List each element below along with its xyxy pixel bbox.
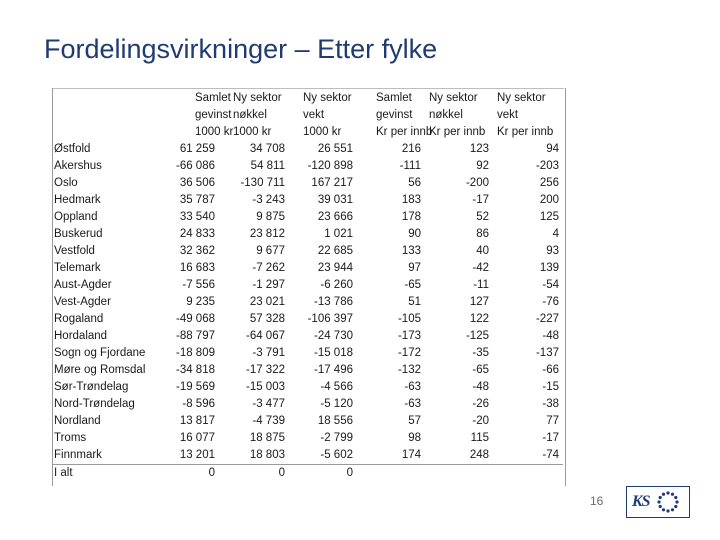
value-cell: -20: [472, 415, 489, 427]
value-cell: -172: [397, 347, 421, 359]
value-cell: 13 201: [179, 449, 215, 461]
table-row: [53, 243, 563, 260]
value-cell: -49 068: [175, 313, 215, 325]
slide-title: Fordelingsvirkninger – Etter fylke: [44, 34, 438, 64]
value-cell: 26 551: [317, 143, 353, 155]
value-cell: -48: [542, 330, 559, 342]
value-cell: 90: [408, 228, 421, 240]
value-cell: -132: [397, 364, 421, 376]
value-cell: -35: [472, 347, 489, 359]
value-cell: 94: [546, 143, 559, 155]
value-cell: -6 260: [320, 279, 353, 291]
value-cell: -130 711: [240, 177, 285, 189]
value-cell: -7 556: [182, 279, 215, 291]
value-cell: 52: [476, 211, 489, 223]
header-cell: Samlet gevinst 1000 kr: [195, 92, 234, 138]
table-row: [53, 175, 563, 192]
value-cell: 40: [476, 245, 489, 257]
logo-text: KS: [632, 493, 650, 510]
value-cell: -5 602: [320, 449, 353, 461]
value-cell: -2 799: [320, 432, 353, 444]
value-cell: 139: [539, 262, 559, 274]
value-cell: -15 018: [313, 347, 353, 359]
value-cell: -65: [472, 364, 489, 376]
value-cell: 24 833: [179, 228, 215, 240]
value-cell: -173: [397, 330, 421, 342]
value-cell: -34 818: [175, 364, 215, 376]
county-name-cell: Nordland: [54, 415, 101, 427]
table-row: [53, 362, 563, 379]
value-cell: 174: [401, 449, 421, 461]
value-cell: 34 708: [249, 143, 285, 155]
county-name-cell: Aust-Agder: [54, 279, 112, 291]
value-cell: 9 235: [186, 296, 215, 308]
value-cell: -3 243: [252, 194, 285, 206]
table-row: [53, 226, 563, 243]
value-cell: 0: [219, 465, 289, 483]
county-table: [53, 90, 563, 482]
value-cell: 178: [401, 211, 421, 223]
value-cell: 23 812: [249, 228, 285, 240]
value-cell: 98: [408, 432, 421, 444]
value-cell: 18 875: [249, 432, 285, 444]
county-name-cell: Troms: [54, 432, 87, 444]
value-cell: 23 021: [249, 296, 285, 308]
county-name-cell: Hedmark: [54, 194, 101, 206]
value-cell: 61 259: [179, 143, 215, 155]
value-cell: -26: [472, 398, 489, 410]
value-cell: -54: [542, 279, 559, 291]
value-cell: -203: [535, 160, 559, 172]
value-cell: 16 077: [179, 432, 215, 444]
value-cell: -88 797: [175, 330, 215, 342]
value-cell: -65: [404, 279, 421, 291]
table-row: [53, 294, 563, 311]
value-cell: -64 067: [245, 330, 285, 342]
value-cell: 23 944: [317, 262, 353, 274]
value-cell: -63: [404, 381, 421, 393]
table-row: [53, 192, 563, 209]
value-cell: -7 262: [252, 262, 285, 274]
value-cell: 18 803: [249, 449, 285, 461]
county-name-cell: Sogn og Fjordane: [54, 347, 146, 359]
value-cell: -200: [465, 177, 489, 189]
value-cell: 54 811: [250, 160, 285, 172]
value-cell: -111: [399, 160, 421, 172]
value-cell: 57 328: [249, 313, 285, 325]
value-cell: -227: [535, 313, 559, 325]
value-cell: -4 739: [252, 415, 285, 427]
value-cell: 256: [539, 177, 559, 189]
value-cell: 39 031: [317, 194, 353, 206]
value-cell: -3 477: [252, 398, 285, 410]
value-cell: -137: [535, 347, 559, 359]
table-row: [53, 379, 563, 396]
value-cell: 32 362: [179, 245, 215, 257]
county-name-cell: Nord-Trøndelag: [54, 398, 135, 410]
county-name-cell: Vest-Agder: [54, 296, 111, 308]
value-cell: 0: [149, 465, 219, 483]
county-name-cell: Rogaland: [54, 313, 104, 325]
county-name-cell: Sør-Trøndelag: [54, 381, 129, 393]
value-cell: 51: [408, 296, 421, 308]
table-row: [53, 141, 563, 158]
value-cell: 36 506: [179, 177, 215, 189]
county-name-cell: Oppland: [54, 211, 98, 223]
table-row: [53, 209, 563, 226]
value-cell: -17 496: [313, 364, 353, 376]
value-cell: [493, 465, 563, 483]
county-name-cell: Vestfold: [54, 245, 95, 257]
value-cell: 133: [401, 245, 421, 257]
header-cell: Ny sektor nøkkel 1000 kr: [233, 92, 282, 138]
value-cell: -8 596: [182, 398, 215, 410]
header-cell: Ny sektor vekt Kr per innb: [497, 92, 554, 138]
value-cell: -120 898: [307, 160, 353, 172]
value-cell: 92: [476, 160, 489, 172]
header-county: [53, 90, 149, 141]
value-cell: -4 566: [320, 381, 353, 393]
value-cell: 18 556: [317, 415, 353, 427]
value-cell: -15: [542, 381, 559, 393]
value-cell: 97: [408, 262, 421, 274]
ks-logo: [626, 486, 690, 518]
table-row: [53, 430, 563, 447]
table-row: [53, 328, 563, 345]
county-name-cell: Østfold: [54, 143, 91, 155]
value-cell: -24 730: [313, 330, 353, 342]
value-cell: 0: [289, 465, 357, 483]
county-name-cell: I alt: [53, 465, 149, 483]
value-cell: 86: [476, 228, 489, 240]
value-cell: 23 666: [317, 211, 353, 223]
county-name-cell: Akershus: [54, 160, 102, 172]
value-cell: -17: [472, 194, 489, 206]
header-cell: Ny sektor vekt 1000 kr: [303, 92, 352, 138]
value-cell: -5 120: [320, 398, 353, 410]
value-cell: -15 003: [245, 381, 285, 393]
value-cell: -125: [465, 330, 489, 342]
value-cell: -1 297: [252, 279, 285, 291]
value-cell: 13 817: [179, 415, 215, 427]
value-cell: 16 683: [179, 262, 215, 274]
county-name-cell: Møre og Romsdal: [54, 364, 146, 376]
county-name-cell: Hordaland: [54, 330, 108, 342]
value-cell: -76: [542, 296, 559, 308]
value-cell: -18 809: [175, 347, 215, 359]
value-cell: 115: [470, 432, 489, 444]
value-cell: 33 540: [179, 211, 215, 223]
value-cell: 125: [539, 211, 559, 223]
value-cell: 1 021: [324, 228, 353, 240]
value-cell: 56: [408, 177, 421, 189]
value-cell: 9 875: [256, 211, 285, 223]
value-cell: 57: [408, 415, 421, 427]
value-cell: -42: [472, 262, 489, 274]
table-row: [53, 345, 563, 362]
value-cell: 183: [401, 194, 421, 206]
header-cell: Ny sektor nøkkel Kr per innb: [429, 92, 486, 138]
value-cell: -13 786: [313, 296, 353, 308]
value-cell: 248: [469, 449, 489, 461]
value-cell: [425, 465, 493, 483]
table-row: [53, 260, 563, 277]
value-cell: 22 685: [317, 245, 353, 257]
value-cell: -11: [473, 279, 489, 291]
value-cell: [357, 465, 425, 483]
value-cell: 9 677: [256, 245, 285, 257]
value-cell: 167 217: [311, 177, 353, 189]
value-cell: -106 397: [307, 313, 353, 325]
value-cell: -17 322: [245, 364, 285, 376]
star-ring-icon: [656, 490, 680, 514]
value-cell: -63: [404, 398, 421, 410]
value-cell: -3 791: [252, 347, 285, 359]
value-cell: 200: [539, 194, 559, 206]
value-cell: -74: [542, 449, 559, 461]
table-body: [53, 141, 563, 482]
value-cell: 35 787: [179, 194, 215, 206]
value-cell: 127: [469, 296, 489, 308]
table-row: [53, 447, 563, 465]
value-cell: 122: [469, 313, 489, 325]
value-cell: -66 086: [175, 160, 215, 172]
value-cell: 93: [546, 245, 559, 257]
county-name-cell: Telemark: [54, 262, 101, 274]
value-cell: -48: [472, 381, 489, 393]
county-name-cell: Oslo: [54, 177, 78, 189]
table-row: [53, 396, 563, 413]
page-number: 16: [590, 494, 604, 508]
county-name-cell: Finnmark: [54, 449, 102, 461]
value-cell: 123: [469, 143, 489, 155]
table-row: [53, 277, 563, 294]
value-cell: -38: [542, 398, 559, 410]
table-header-row: [53, 90, 563, 141]
table-row: [53, 311, 563, 328]
value-cell: -105: [397, 313, 421, 325]
value-cell: -19 569: [175, 381, 215, 393]
table-row: [53, 413, 563, 430]
value-cell: -17: [542, 432, 559, 444]
county-name-cell: Buskerud: [54, 228, 103, 240]
table-total-row: [53, 465, 563, 483]
value-cell: 4: [552, 228, 559, 240]
value-cell: 216: [401, 143, 421, 155]
value-cell: -66: [542, 364, 559, 376]
value-cell: 77: [546, 415, 559, 427]
header-cell: Samlet gevinst Kr per innb: [376, 92, 433, 138]
table-row: [53, 158, 563, 175]
